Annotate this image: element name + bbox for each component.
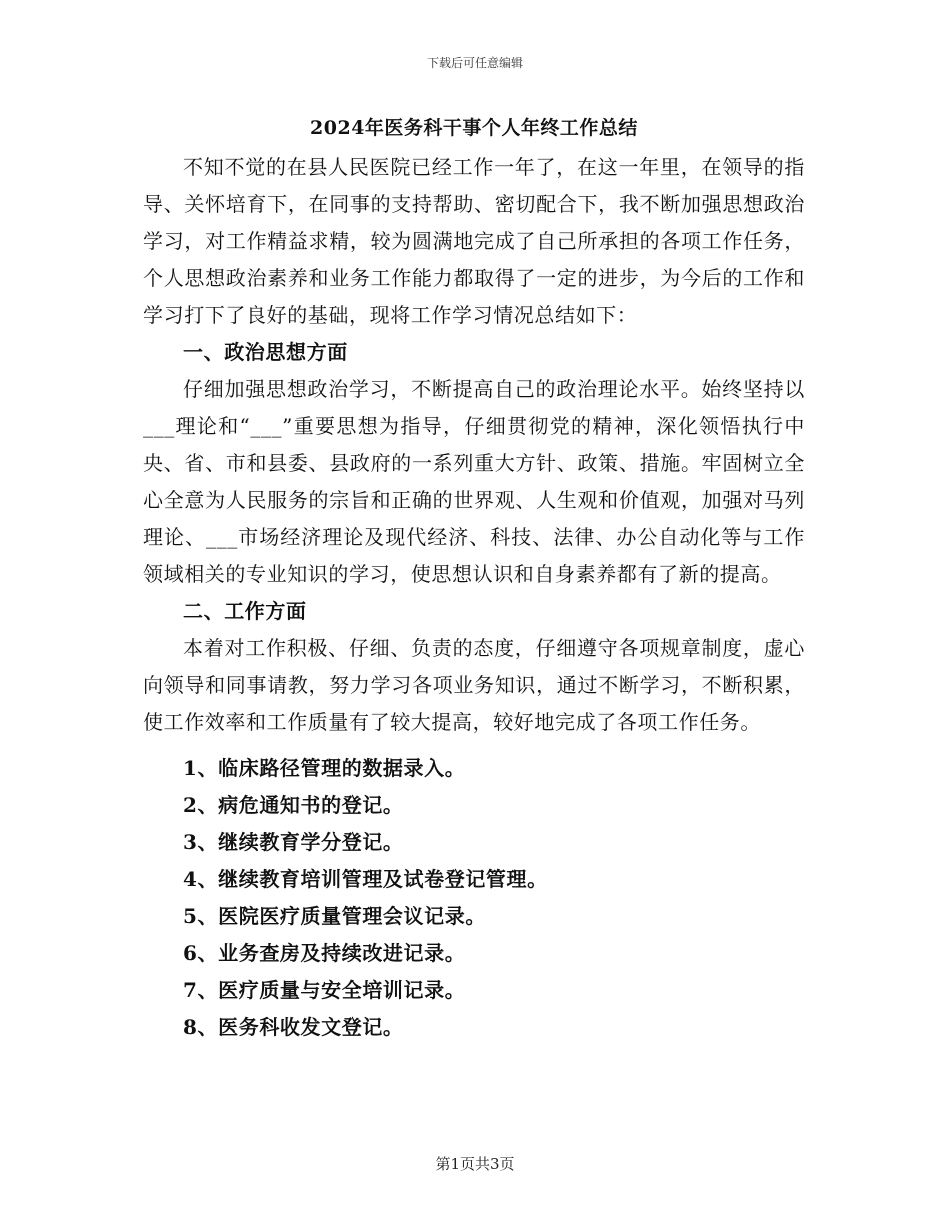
- list-item: 1、临床路径管理的数据录入。: [183, 756, 466, 780]
- page-number: 第1页共3页: [435, 1155, 515, 1173]
- document-body: [143, 113, 805, 1046]
- list-item: 7、医疗质量与安全培训记录。: [183, 978, 466, 1002]
- intro-paragraph: 不知不觉的在县人民医院已经工作一年了，在这一年里，在领导的指导、关怀培育下，在同事的支持帮助、密切配合下，我不断加强思想政治学习，对工作精益求精，较为圆满地完成了自己所承担的各项工作任务，个人思想政治素养和业务工作能力都取得了一定的进步，为今后的工作和学习打下了良好的基础，现将工作学习情况总结如下：: [143, 155, 805, 327]
- list-item: 4、继续教育培训管理及试卷登记管理。: [183, 867, 548, 891]
- document-title: 2024年医务科干事个人年终工作总结: [310, 117, 638, 139]
- list-item: 3、继续教育学分登记。: [183, 830, 404, 854]
- list-item: 2、病危通知书的登记。: [183, 793, 404, 817]
- task-list: [143, 750, 805, 1046]
- list-item: 5、医院医疗质量管理会议记录。: [183, 904, 486, 928]
- section-heading-work: 二、工作方面: [183, 599, 307, 623]
- section-body-work: 本着对工作积极、仔细、负责的态度，仔细遵守各项规章制度，虚心向领导和同事请教，努力学习各项业务知识，通过不断学习，不断积累，使工作效率和工作质量有了较大提高，较好地完成了各项工作任务。: [143, 636, 805, 734]
- section-heading-politics: 一、政治思想方面: [183, 340, 348, 364]
- list-item: 8、医务科收发文登记。: [183, 1015, 404, 1039]
- list-item: 6、业务查房及持续改进记录。: [183, 941, 466, 965]
- section-body-politics: 仔细加强思想政治学习，不断提高自己的政治理论水平。始终坚持以___理论和“___”重要思想为指导，仔细贯彻党的精神，深化领悟执行中央、省、市和县委、县政府的一系列重大方针、政策、措施。牢固树立全心全意为人民服务的宗旨和正确的世界观、人生观和价值观，加强对马列理论、___市场经济理论及现代经济、科技、法律、办公自动化等与工作领域相关的专业知识的学习，使思想认识和自身素养都有了新的提高。: [143, 377, 805, 586]
- page-header-note: 下载后可任意编辑: [426, 56, 523, 70]
